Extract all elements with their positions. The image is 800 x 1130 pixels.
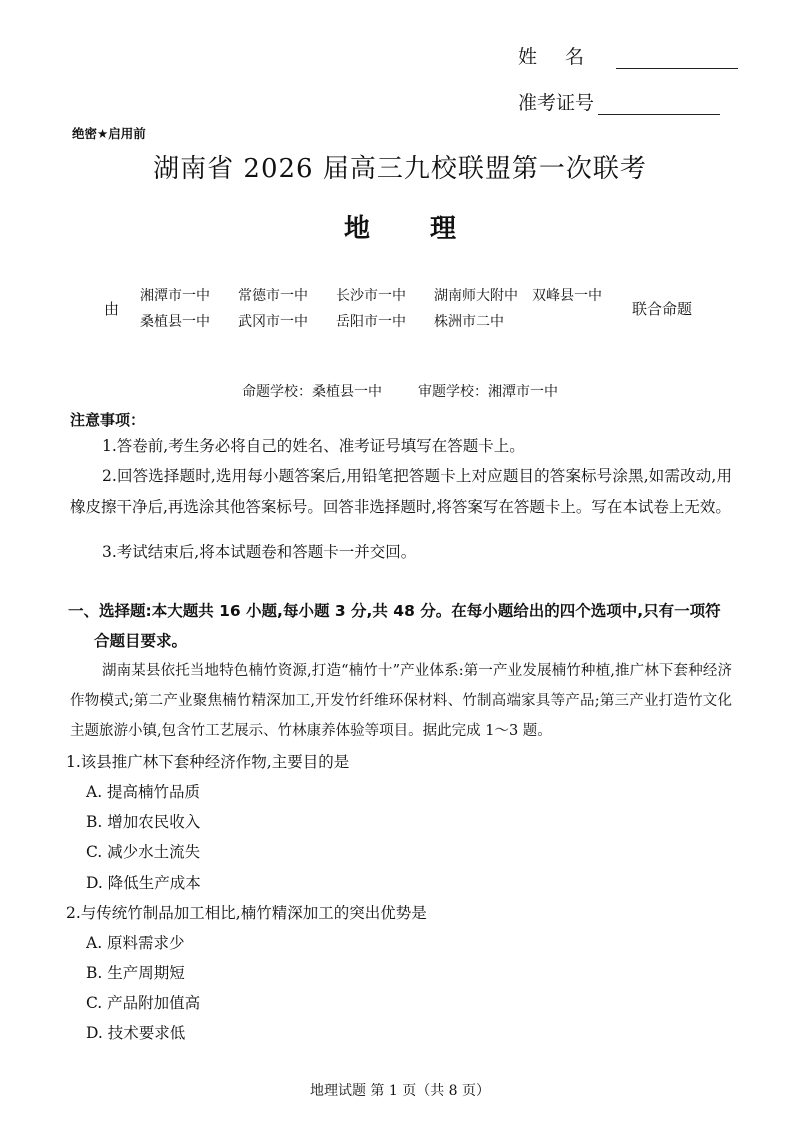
subject-title: 地理 bbox=[343, 214, 516, 244]
question-1-option-c: C. 减少水土流失 bbox=[86, 843, 201, 861]
id-label: 准考证号 bbox=[518, 92, 595, 114]
question-2-option-b: B. 生产周期短 bbox=[86, 964, 185, 982]
page-footer: 地理试题 第 1 页（共 8 页） bbox=[309, 1083, 491, 1099]
school-item: 双峰县一中 bbox=[532, 288, 602, 304]
question-1-option-b: B. 增加农民收入 bbox=[86, 813, 201, 831]
notice-heading: 注意事项： bbox=[70, 411, 146, 429]
name-blank bbox=[616, 50, 738, 69]
section-heading-line-2: 合题目要求。 bbox=[94, 632, 188, 650]
question-1-stem: 1.该县推广林下套种经济作物,主要目的是 bbox=[66, 753, 350, 771]
name-field bbox=[518, 42, 738, 69]
notice-item-3: 3.考试结束后,将本试题卷和答题卡一并交回。 bbox=[102, 543, 417, 561]
id-blank bbox=[598, 96, 720, 115]
school-item: 武冈市一中 bbox=[238, 314, 308, 330]
union-suffix: 联合命题 bbox=[632, 300, 693, 318]
school-row-1 bbox=[140, 285, 630, 311]
notice-item-1: 1.答卷前,考生务必将自己的姓名、准考证号填写在答题卡上。 bbox=[102, 437, 525, 455]
school-list bbox=[140, 285, 630, 337]
exam-title: 湖南省 2026 届高三九校联盟第一次联考 bbox=[153, 154, 647, 184]
union-prefix: 由 bbox=[104, 300, 120, 318]
id-field bbox=[518, 88, 720, 115]
school-item: 湘潭市一中 bbox=[140, 288, 210, 304]
question-1-option-a: A. 提高楠竹品质 bbox=[86, 783, 201, 801]
notice-item-2: 2.回答选择题时,选用每小题答案后,用铅笔把答题卡上对应题目的答案标号涂黑,如需改动,用橡皮擦干净后,再选涂其他答案标号。回答非选择题时,将答案写在答题卡上。写在本试卷上无效。 bbox=[70, 467, 732, 516]
school-item: 桑植县一中 bbox=[140, 314, 210, 330]
school-item: 常德市一中 bbox=[238, 288, 308, 304]
name-label: 姓名 bbox=[518, 46, 613, 68]
secret-mark: 绝密★启用前 bbox=[72, 126, 146, 141]
section-heading bbox=[68, 596, 732, 656]
reviewer-school: 审题学校：湘潭市一中 bbox=[418, 384, 558, 400]
question-2-option-a: A. 原料需求少 bbox=[86, 934, 185, 952]
section-heading-line-1: 一、选择题:本大题共 16 小题,每小题 3 分,共 48 分。在每小题给出的四个选项中,只有一项符 bbox=[68, 602, 721, 620]
question-1-option-d: D. 降低生产成本 bbox=[86, 874, 201, 892]
school-row-2 bbox=[140, 311, 630, 337]
question-2-option-d: D. 技术要求低 bbox=[86, 1024, 186, 1042]
school-item: 岳阳市一中 bbox=[336, 314, 406, 330]
school-item: 长沙市一中 bbox=[336, 288, 406, 304]
makers-line bbox=[0, 381, 800, 401]
school-item: 株洲市二中 bbox=[434, 314, 504, 330]
question-material: 湖南某县依托当地特色楠竹资源,打造“楠竹十”产业体系:第一产业发展楠竹种植,推广林下套种经济作物模式;第二产业聚焦楠竹精深加工,开发竹纤维环保材料、竹制高端家具等产品;第三产业打造竹文化主题旅游小镇,包含竹工艺展示、竹林康养体验等项目。据此完成 1～3 题。 bbox=[70, 663, 732, 739]
question-2-stem: 2.与传统竹制品加工相比,楠竹精深加工的突出优势是 bbox=[66, 904, 427, 922]
proposer-school: 命题学校：桑植县一中 bbox=[242, 384, 382, 400]
question-2-option-c: C. 产品附加值高 bbox=[86, 994, 201, 1012]
school-item: 湖南师大附中 bbox=[434, 288, 518, 304]
